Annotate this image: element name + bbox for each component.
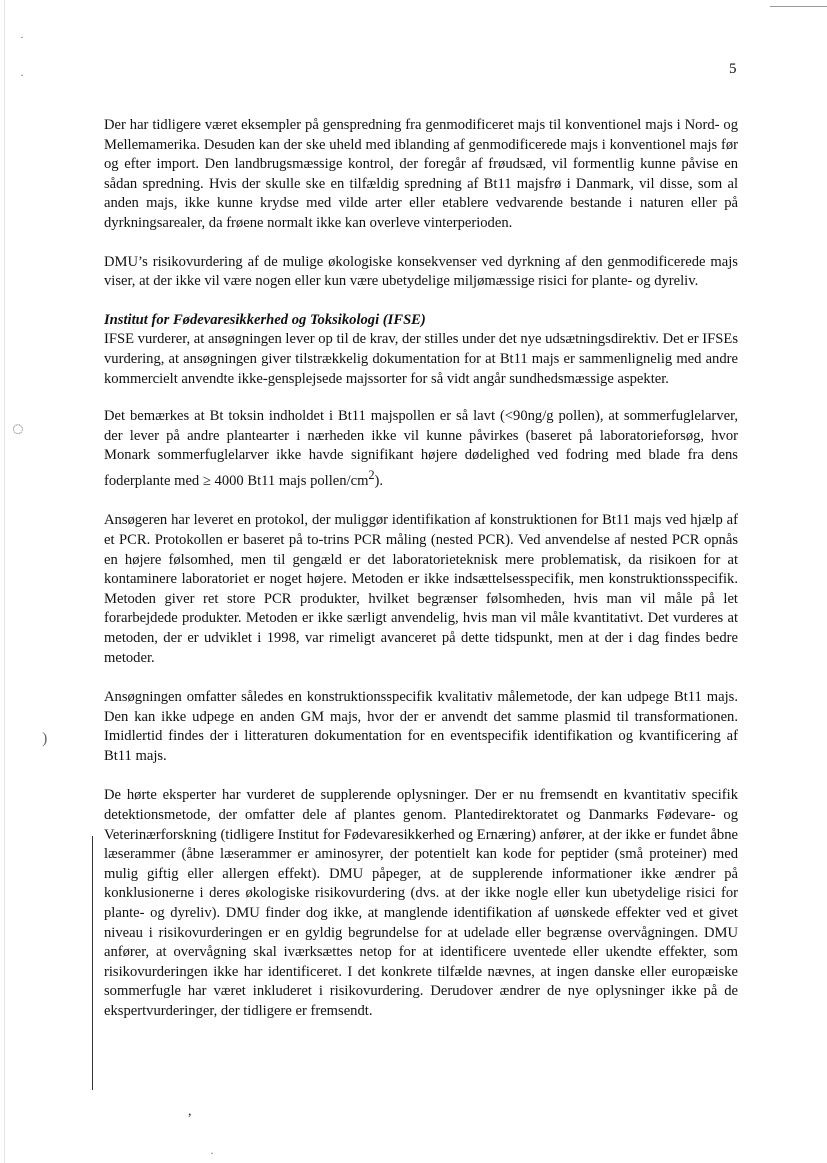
scan-speck: · [210,1146,214,1160]
scan-edge-top [770,6,827,7]
scan-speck: , [188,1104,192,1119]
body-text [104,116,738,1043]
page-number: 5 [729,61,737,77]
paragraph-experts: De hørte eksperter har vurderet de supplerende oplysninger. Der er nu fremsendt en kvantitativ specifik detektionsmetode, der omfatter dele af plantes genom. Plantedirektoratet og Danmarks Fødevare- og Veterinærforskning (tidligere Institut for Fødevaresikkerhed og Ernæring) anfører, at der ikke er fundet åbne læserammer (åbne læserammer er aminosyrer, der potentielt kan kode for peptider (små proteiner) med mulig giftig eller allergen effekt). DMU påpeger, at de supplerende informationer ikke ændrer på konklusionerne i deres økologiske risikovurdering (dvs. at der ikke nogle eller kun ubetydelige risici for plante- og dyreliv). DMU finder dog ikke, at manglende identifikation af uønskede effekter ved et givet niveau i risikovurderingen er en gyldig begrundelse for at udelade eller begrænse overvågningen. DMU anfører, at overvågning skal iværksættes netop for at identificere uventede eller ukendte effekter, som risikovurderingen ikke har identificeret. I det konkrete tilfælde nævnes, at ingen danske eller europæiske sommerfugle har været inkluderet i risikovurdering. Derudover ændrer de nye oplysninger ikke på de ekspertvurderinger, der tidligere er fremsendt. [104,787,738,1020]
paragraph-dmu-risk: DMU’s risikovurdering af de mulige økologiske konsekvenser ved dyrkning af den genmodificerede majs viser, at der ikke vil være nogen eller kun være ubetydelige miljømæssige risici for plante- og dyreliv. [104,253,738,290]
bt-toxin-text: Det bemærkes at Bt toksin indholdet i Bt11 majspollen er så lavt (<90ng/g pollen), at sommerfuglelarver, der lever på andre plantearter i nærheden ikke vil kunne påvirkes (baseret på laboratorieforsøg, hvor Monark sommerfuglelarver ikke havde signifikant højere dødelighed ved fodring med blade fra dens foderplante med ≥ 4000 Bt11 majs pollen/cm [104,408,738,489]
scan-speck: · [20,68,24,82]
scan-bracket-mark: ) [42,730,48,747]
hole-punch-mark: ◌ [12,418,24,440]
scan-edge [4,0,5,1163]
paragraph-pcr-protocol: Ansøgeren har leveret en protokol, der muliggør identifikation af konstruktionen for Bt11 majs ved hjælp af et PCR. Protokollen er baseret på to-trins PCR måling (nested PCR). Ved anvendelse af nested PCR opnås en højere følsomhed, men til gengæld er det laboratorieteknisk mere problematisk, da risikoen for at kontaminere laboratoriet er noget højere. Metoden er ikke indsættelsesspecifik, men konstruktionsspecifik. Metoden giver ret store PCR produkter, hvilket begrænser følsomheden, hvis man vil måle på let forarbejdede produkter. Metoden er ikke særligt anvendelig, hvis man vil måle kvantitativt. Det vurderes at metoden, der er udviklet i 1998, var rimeligt avanceret på dette tidspunkt, men at der i dag findes bedre metoder. [104,512,738,666]
paragraph-gene-spread: Der har tidligere været eksempler på genspredning fra genmodificeret majs til konventionel majs i Nord- og Mellemamerika. Desuden kan der ske uheld med iblanding af genmodificerede majs i konventionel majs før og efter import. Den landbrugsmæssige kontrol, der foregår af frøudsæd, vil formentlig kunne påvise en sådan spredning. Hvis der skulle ske en tilfældig spredning af Bt11 majsfrø i Danmark, vil disse, som al anden majs, ikke kunne krydse med vilde arter eller etablere vedvarende bestande i naturen eller på dyrkningsarealer, da frøene normalt ikke kan overleve vinterperioden. [104,117,738,231]
section-heading-ifse: Institut for Fødevaresikkerhed og Toksikologi (IFSE) [104,311,426,328]
paragraph-bt-toxin [104,407,738,491]
superscript-2: 2 [368,467,375,482]
paragraph-measurement-method: Ansøgningen omfatter således en konstruktionsspecifik kvalitativ målemetode, der kan udpege Bt11 majs. Den kan ikke udpege en anden GM majs, hvor der er anvendt det samme plasmid til transformationen. Imidlertid findes der i litteraturen dokumentation for en eventspecifik identifikation og kvantificering af Bt11 majs. [104,689,738,764]
bt-toxin-text-end: ). [374,472,384,489]
paragraph-ifse-assessment: IFSE vurderer, at ansøgningen lever op til de krav, der stilles under det nye udsætningsdirektiv. Det er IFSEs vurdering, at ansøgningen giver tilstrækkelig dokumentation for at Bt11 majs er sammenlignelig med andre kommercielt anvendte ikke-gensplejsede majssorter for så vidt angår sundhedsmæssige aspekter. [104,331,738,387]
scan-speck: · [20,30,24,44]
revision-bar [92,836,93,1090]
